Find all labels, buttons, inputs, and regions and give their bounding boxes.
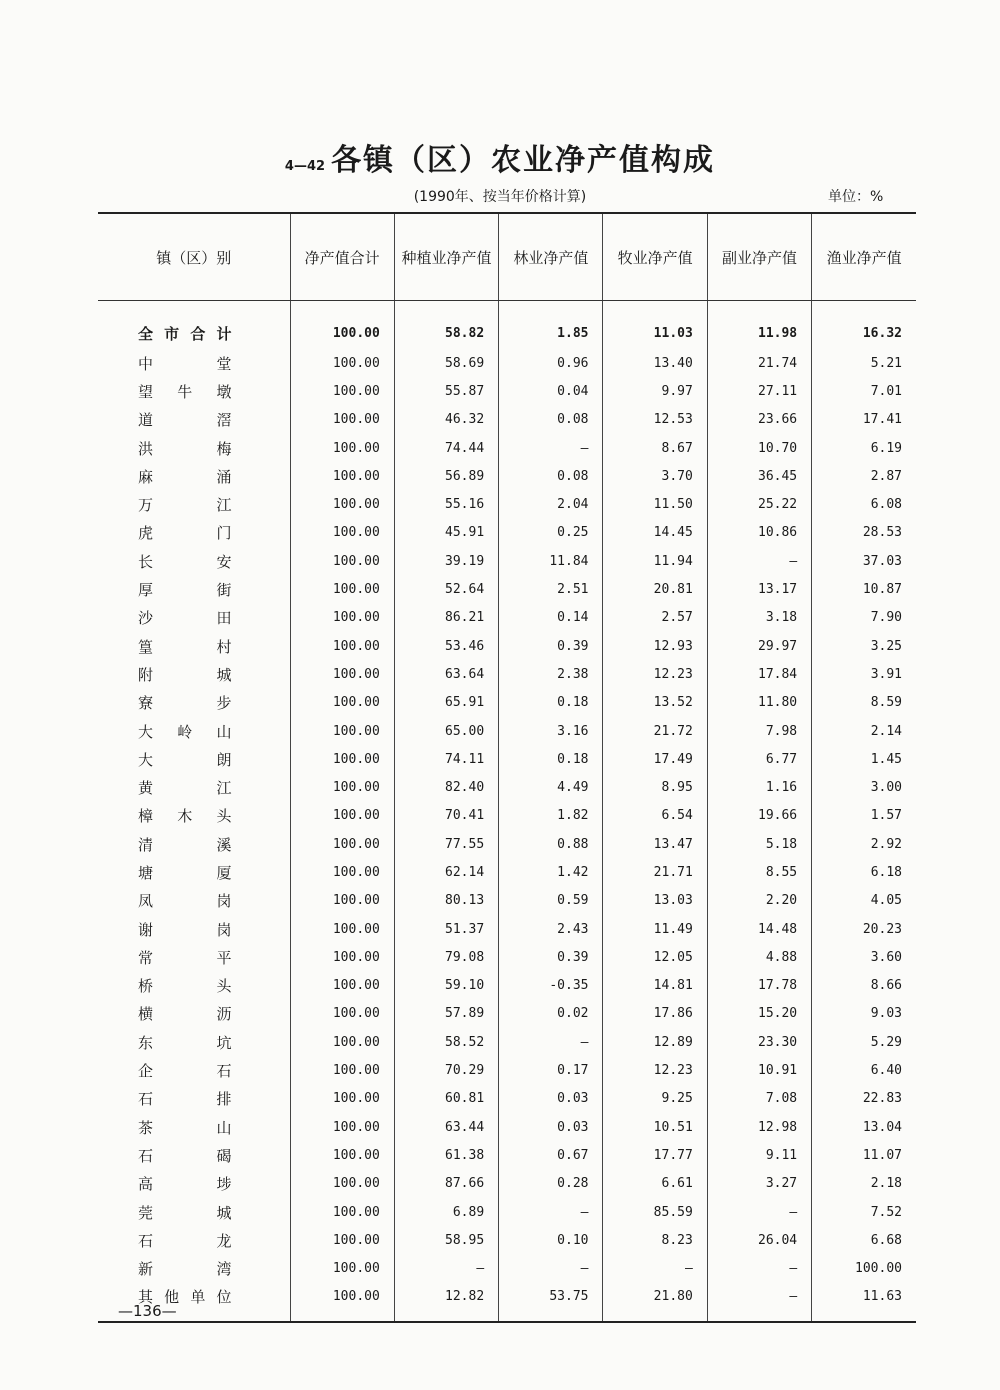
sideline-cell: 14.48 — [707, 915, 811, 943]
table-row — [98, 547, 916, 575]
livestock-cell: 9.25 — [603, 1085, 707, 1113]
livestock-cell: 12.89 — [603, 1028, 707, 1056]
sideline-cell: 12.98 — [707, 1113, 811, 1141]
fishery-cell: 11.63 — [812, 1283, 916, 1322]
crop-cell: 65.91 — [394, 689, 498, 717]
livestock-cell: 8.95 — [603, 773, 707, 801]
fishery-cell: 6.19 — [812, 434, 916, 462]
total-cell: 100.00 — [290, 1085, 394, 1113]
fishery-cell: 7.52 — [812, 1198, 916, 1226]
sideline-cell: 6.77 — [707, 745, 811, 773]
forestry-cell: 0.02 — [499, 1000, 603, 1028]
crop-cell: 86.21 — [394, 604, 498, 632]
fishery-cell: 6.40 — [812, 1056, 916, 1084]
sideline-cell: 11.98 — [707, 301, 811, 350]
forestry-cell: 3.16 — [499, 717, 603, 745]
forestry-cell: 0.28 — [499, 1170, 603, 1198]
table-row — [98, 490, 916, 518]
region-cell: 大朗 — [138, 750, 232, 769]
sideline-cell: 10.91 — [707, 1056, 811, 1084]
forestry-cell: 0.03 — [499, 1085, 603, 1113]
livestock-cell: 3.70 — [603, 462, 707, 490]
table-row — [98, 301, 916, 350]
total-cell: 100.00 — [290, 1255, 394, 1283]
fishery-cell: 17.41 — [812, 406, 916, 434]
livestock-cell: 9.97 — [603, 377, 707, 405]
total-cell: 100.00 — [290, 1056, 394, 1084]
crop-cell: 45.91 — [394, 519, 498, 547]
forestry-cell: -0.35 — [499, 972, 603, 1000]
region-cell: 虎门 — [138, 524, 232, 543]
total-cell: 100.00 — [290, 1028, 394, 1056]
sideline-cell: 25.22 — [707, 490, 811, 518]
forestry-cell: — — [499, 1255, 603, 1283]
forestry-cell: 0.67 — [499, 1141, 603, 1169]
forestry-cell: 0.03 — [499, 1113, 603, 1141]
forestry-cell: 2.51 — [499, 575, 603, 603]
fishery-cell: 8.66 — [812, 972, 916, 1000]
livestock-cell: 20.81 — [603, 575, 707, 603]
crop-cell: 55.16 — [394, 490, 498, 518]
header-sideline: 副业净产值 — [707, 213, 811, 301]
forestry-cell: — — [499, 434, 603, 462]
forestry-cell: — — [499, 1028, 603, 1056]
region-cell: 清溪 — [138, 835, 232, 854]
table-body — [98, 301, 916, 1323]
region-cell: 附城 — [138, 665, 232, 684]
crop-cell: 46.32 — [394, 406, 498, 434]
forestry-cell: 2.04 — [499, 490, 603, 518]
table-row — [98, 689, 916, 717]
crop-cell: 63.64 — [394, 660, 498, 688]
livestock-cell: 8.67 — [603, 434, 707, 462]
livestock-cell: 21.80 — [603, 1283, 707, 1322]
sideline-cell: 19.66 — [707, 802, 811, 830]
livestock-cell: 11.94 — [603, 547, 707, 575]
crop-cell: 52.64 — [394, 575, 498, 603]
table-row — [98, 972, 916, 1000]
crop-cell: 61.38 — [394, 1141, 498, 1169]
fishery-cell: 5.29 — [812, 1028, 916, 1056]
crop-cell: 58.52 — [394, 1028, 498, 1056]
total-cell: 100.00 — [290, 490, 394, 518]
sideline-cell: — — [707, 1255, 811, 1283]
sideline-cell: 17.84 — [707, 660, 811, 688]
crop-cell: 70.41 — [394, 802, 498, 830]
region-cell: 长安 — [138, 552, 232, 571]
total-cell: 100.00 — [290, 887, 394, 915]
region-cell: 桥头 — [138, 977, 232, 996]
header-fishery: 渔业净产值 — [812, 213, 916, 301]
forestry-cell: 0.96 — [499, 349, 603, 377]
livestock-cell: 10.51 — [603, 1113, 707, 1141]
total-cell: 100.00 — [290, 547, 394, 575]
sideline-cell: 23.66 — [707, 406, 811, 434]
page-title — [0, 135, 1000, 179]
sideline-cell: 7.08 — [707, 1085, 811, 1113]
table-row — [98, 1226, 916, 1254]
fishery-cell: 22.83 — [812, 1085, 916, 1113]
sideline-cell: 36.45 — [707, 462, 811, 490]
forestry-cell: 0.18 — [499, 745, 603, 773]
total-cell: 100.00 — [290, 802, 394, 830]
fishery-cell: 3.25 — [812, 632, 916, 660]
fishery-cell: 6.08 — [812, 490, 916, 518]
table-row — [98, 434, 916, 462]
fishery-cell: 4.05 — [812, 887, 916, 915]
forestry-cell: 0.10 — [499, 1226, 603, 1254]
table-row — [98, 519, 916, 547]
table-header-row — [98, 213, 916, 301]
fishery-cell: 2.14 — [812, 717, 916, 745]
table-row — [98, 604, 916, 632]
crop-cell: 58.95 — [394, 1226, 498, 1254]
sideline-cell: 15.20 — [707, 1000, 811, 1028]
table-row — [98, 830, 916, 858]
livestock-cell: 14.45 — [603, 519, 707, 547]
crop-cell: 51.37 — [394, 915, 498, 943]
crop-cell: 62.14 — [394, 858, 498, 886]
livestock-cell: 12.53 — [603, 406, 707, 434]
total-cell: 100.00 — [290, 1141, 394, 1169]
forestry-cell: 0.88 — [499, 830, 603, 858]
total-cell: 100.00 — [290, 1283, 394, 1322]
total-cell: 100.00 — [290, 1170, 394, 1198]
forestry-cell: 0.39 — [499, 632, 603, 660]
forestry-cell: 0.18 — [499, 689, 603, 717]
fishery-cell: 10.87 — [812, 575, 916, 603]
livestock-cell: 17.86 — [603, 1000, 707, 1028]
table-row — [98, 1141, 916, 1169]
total-cell: 100.00 — [290, 519, 394, 547]
sideline-cell: 10.70 — [707, 434, 811, 462]
forestry-cell: 0.59 — [499, 887, 603, 915]
total-cell: 100.00 — [290, 717, 394, 745]
livestock-cell: 17.77 — [603, 1141, 707, 1169]
crop-cell: — — [394, 1255, 498, 1283]
region-cell: 大岭山 — [138, 722, 232, 741]
livestock-cell: 6.54 — [603, 802, 707, 830]
sideline-cell: 27.11 — [707, 377, 811, 405]
total-cell: 100.00 — [290, 406, 394, 434]
crop-cell: 53.46 — [394, 632, 498, 660]
livestock-cell: 85.59 — [603, 1198, 707, 1226]
region-cell: 厚街 — [138, 581, 232, 600]
region-cell: 黄江 — [138, 779, 232, 798]
total-cell: 100.00 — [290, 462, 394, 490]
sideline-cell: 8.55 — [707, 858, 811, 886]
sideline-cell: 23.30 — [707, 1028, 811, 1056]
forestry-cell: 1.82 — [499, 802, 603, 830]
forestry-cell: 0.17 — [499, 1056, 603, 1084]
forestry-cell: 0.14 — [499, 604, 603, 632]
forestry-cell: 53.75 — [499, 1283, 603, 1322]
region-cell: 洪梅 — [138, 439, 232, 458]
sideline-cell: 9.11 — [707, 1141, 811, 1169]
crop-cell: 74.44 — [394, 434, 498, 462]
total-cell: 100.00 — [290, 1198, 394, 1226]
fishery-cell: 2.92 — [812, 830, 916, 858]
crop-cell: 55.87 — [394, 377, 498, 405]
livestock-cell: 11.03 — [603, 301, 707, 350]
sideline-cell: 10.86 — [707, 519, 811, 547]
total-cell: 100.00 — [290, 349, 394, 377]
livestock-cell: 6.61 — [603, 1170, 707, 1198]
table-row — [98, 406, 916, 434]
livestock-cell: 12.05 — [603, 943, 707, 971]
fishery-cell: 3.60 — [812, 943, 916, 971]
livestock-cell: 12.23 — [603, 1056, 707, 1084]
table-number: 4—42 — [284, 159, 326, 174]
total-cell: 100.00 — [290, 773, 394, 801]
crop-cell: 65.00 — [394, 717, 498, 745]
livestock-cell: 13.03 — [603, 887, 707, 915]
table-row — [98, 1000, 916, 1028]
livestock-cell: 12.23 — [603, 660, 707, 688]
table-row — [98, 887, 916, 915]
table-row — [98, 1056, 916, 1084]
crop-cell: 58.69 — [394, 349, 498, 377]
table-row — [98, 1028, 916, 1056]
crop-cell: 77.55 — [394, 830, 498, 858]
table-row — [98, 1198, 916, 1226]
table-row — [98, 717, 916, 745]
region-cell: 望牛墩 — [138, 382, 232, 401]
forestry-cell: 1.42 — [499, 858, 603, 886]
region-cell: 高埗 — [138, 1175, 232, 1194]
fishery-cell: 7.01 — [812, 377, 916, 405]
fishery-cell: 7.90 — [812, 604, 916, 632]
crop-cell: 12.82 — [394, 1283, 498, 1322]
livestock-cell: 14.81 — [603, 972, 707, 1000]
forestry-cell: 2.38 — [499, 660, 603, 688]
region-cell: 樟木头 — [138, 807, 232, 826]
region-cell: 中堂 — [138, 354, 232, 373]
total-cell: 100.00 — [290, 745, 394, 773]
forestry-cell: 0.25 — [499, 519, 603, 547]
page-number: —136— — [118, 1302, 177, 1320]
table-row — [98, 802, 916, 830]
total-cell: 100.00 — [290, 604, 394, 632]
table-row — [98, 943, 916, 971]
sideline-cell: 3.18 — [707, 604, 811, 632]
sideline-cell: 5.18 — [707, 830, 811, 858]
region-cell: 常平 — [138, 948, 232, 967]
sideline-cell: — — [707, 1198, 811, 1226]
forestry-cell: 0.04 — [499, 377, 603, 405]
region-cell: 莞城 — [138, 1203, 232, 1222]
total-cell: 100.00 — [290, 1113, 394, 1141]
total-cell: 100.00 — [290, 915, 394, 943]
crop-cell: 80.13 — [394, 887, 498, 915]
livestock-cell: 13.40 — [603, 349, 707, 377]
total-cell: 100.00 — [290, 830, 394, 858]
header-region: 镇（区）别 — [98, 213, 290, 301]
forestry-cell: 0.08 — [499, 462, 603, 490]
table-row — [98, 1170, 916, 1198]
crop-cell: 59.10 — [394, 972, 498, 1000]
total-cell: 100.00 — [290, 1000, 394, 1028]
fishery-cell: 2.18 — [812, 1170, 916, 1198]
sideline-cell: 26.04 — [707, 1226, 811, 1254]
fishery-cell: 37.03 — [812, 547, 916, 575]
region-cell: 道滘 — [138, 411, 232, 430]
region-cell: 全市合计 — [138, 324, 232, 343]
table-row — [98, 377, 916, 405]
header-forestry: 林业净产值 — [499, 213, 603, 301]
fishery-cell: 3.00 — [812, 773, 916, 801]
sideline-cell: — — [707, 1283, 811, 1322]
table-row — [98, 632, 916, 660]
sideline-cell: 29.97 — [707, 632, 811, 660]
forestry-cell: 2.43 — [499, 915, 603, 943]
region-cell: 其他单位 — [98, 1283, 290, 1322]
sideline-cell: 11.80 — [707, 689, 811, 717]
forestry-cell: — — [499, 1198, 603, 1226]
crop-cell: 60.81 — [394, 1085, 498, 1113]
region-cell: 万江 — [138, 496, 232, 515]
fishery-cell: 11.07 — [812, 1141, 916, 1169]
table-row — [98, 462, 916, 490]
livestock-cell: 2.57 — [603, 604, 707, 632]
livestock-cell: 12.93 — [603, 632, 707, 660]
fishery-cell: 1.45 — [812, 745, 916, 773]
fishery-cell: 8.59 — [812, 689, 916, 717]
crop-cell: 58.82 — [394, 301, 498, 350]
region-cell: 石龙 — [138, 1231, 232, 1250]
crop-cell: 39.19 — [394, 547, 498, 575]
region-cell: 篁村 — [138, 637, 232, 656]
total-cell: 100.00 — [290, 434, 394, 462]
region-cell: 企石 — [138, 1062, 232, 1081]
total-cell: 100.00 — [290, 972, 394, 1000]
livestock-cell: 21.72 — [603, 717, 707, 745]
total-cell: 100.00 — [290, 1226, 394, 1254]
total-cell: 100.00 — [290, 575, 394, 603]
fishery-cell: 1.57 — [812, 802, 916, 830]
fishery-cell: 100.00 — [812, 1255, 916, 1283]
total-cell: 100.00 — [290, 689, 394, 717]
table-row — [98, 1255, 916, 1283]
livestock-cell: — — [603, 1255, 707, 1283]
sideline-cell: — — [707, 547, 811, 575]
header-crop: 种植业净产值 — [394, 213, 498, 301]
livestock-cell: 8.23 — [603, 1226, 707, 1254]
total-cell: 100.00 — [290, 377, 394, 405]
table-row — [98, 915, 916, 943]
total-cell: 100.00 — [290, 858, 394, 886]
livestock-cell: 11.50 — [603, 490, 707, 518]
region-cell: 谢岗 — [138, 920, 232, 939]
table-row — [98, 1283, 916, 1322]
total-cell: 100.00 — [290, 632, 394, 660]
fishery-cell: 6.18 — [812, 858, 916, 886]
table-row — [98, 858, 916, 886]
fishery-cell: 28.53 — [812, 519, 916, 547]
table-row — [98, 1085, 916, 1113]
livestock-cell: 17.49 — [603, 745, 707, 773]
fishery-cell: 9.03 — [812, 1000, 916, 1028]
region-cell: 茶山 — [138, 1118, 232, 1137]
region-cell: 东坑 — [138, 1033, 232, 1052]
table-row — [98, 660, 916, 688]
fishery-cell: 5.21 — [812, 349, 916, 377]
livestock-cell: 13.52 — [603, 689, 707, 717]
table-row — [98, 773, 916, 801]
forestry-cell: 11.84 — [499, 547, 603, 575]
crop-cell: 87.66 — [394, 1170, 498, 1198]
crop-cell: 56.89 — [394, 462, 498, 490]
region-cell: 麻涌 — [138, 467, 232, 486]
data-table — [98, 212, 916, 1323]
sideline-cell: 21.74 — [707, 349, 811, 377]
region-cell: 横沥 — [138, 1005, 232, 1024]
data-table-container — [98, 212, 916, 1323]
total-cell: 100.00 — [290, 943, 394, 971]
crop-cell: 70.29 — [394, 1056, 498, 1084]
fishery-cell: 6.68 — [812, 1226, 916, 1254]
crop-cell: 79.08 — [394, 943, 498, 971]
forestry-cell: 0.08 — [499, 406, 603, 434]
table-row — [98, 745, 916, 773]
region-cell: 沙田 — [138, 609, 232, 628]
livestock-cell: 11.49 — [603, 915, 707, 943]
subtitle: (1990年、按当年价格计算) — [413, 189, 587, 205]
region-cell: 石排 — [138, 1090, 232, 1109]
fishery-cell: 20.23 — [812, 915, 916, 943]
header-livestock: 牧业净产值 — [603, 213, 707, 301]
crop-cell: 74.11 — [394, 745, 498, 773]
fishery-cell: 2.87 — [812, 462, 916, 490]
table-title: 各镇（区）农业净产值构成 — [331, 143, 716, 178]
region-cell: 新湾 — [138, 1260, 232, 1279]
sideline-cell: 3.27 — [707, 1170, 811, 1198]
unit-label: 单位：% — [828, 189, 884, 205]
livestock-cell: 13.47 — [603, 830, 707, 858]
total-cell: 100.00 — [290, 660, 394, 688]
region-cell: 凤岗 — [138, 892, 232, 911]
sideline-cell: 2.20 — [707, 887, 811, 915]
region-cell: 石碣 — [138, 1146, 232, 1165]
fishery-cell: 13.04 — [812, 1113, 916, 1141]
fishery-cell: 16.32 — [812, 301, 916, 350]
table-row — [98, 575, 916, 603]
livestock-cell: 21.71 — [603, 858, 707, 886]
forestry-cell: 4.49 — [499, 773, 603, 801]
forestry-cell: 1.85 — [499, 301, 603, 350]
total-cell: 100.00 — [290, 301, 394, 350]
sideline-cell: 1.16 — [707, 773, 811, 801]
forestry-cell: 0.39 — [499, 943, 603, 971]
sideline-cell: 7.98 — [707, 717, 811, 745]
region-cell: 塘厦 — [138, 863, 232, 882]
crop-cell: 63.44 — [394, 1113, 498, 1141]
crop-cell: 6.89 — [394, 1198, 498, 1226]
table-row — [98, 1113, 916, 1141]
crop-cell: 57.89 — [394, 1000, 498, 1028]
region-cell: 寮步 — [138, 694, 232, 713]
sideline-cell: 13.17 — [707, 575, 811, 603]
header-total: 净产值合计 — [290, 213, 394, 301]
table-row — [98, 349, 916, 377]
crop-cell: 82.40 — [394, 773, 498, 801]
fishery-cell: 3.91 — [812, 660, 916, 688]
sideline-cell: 4.88 — [707, 943, 811, 971]
sideline-cell: 17.78 — [707, 972, 811, 1000]
